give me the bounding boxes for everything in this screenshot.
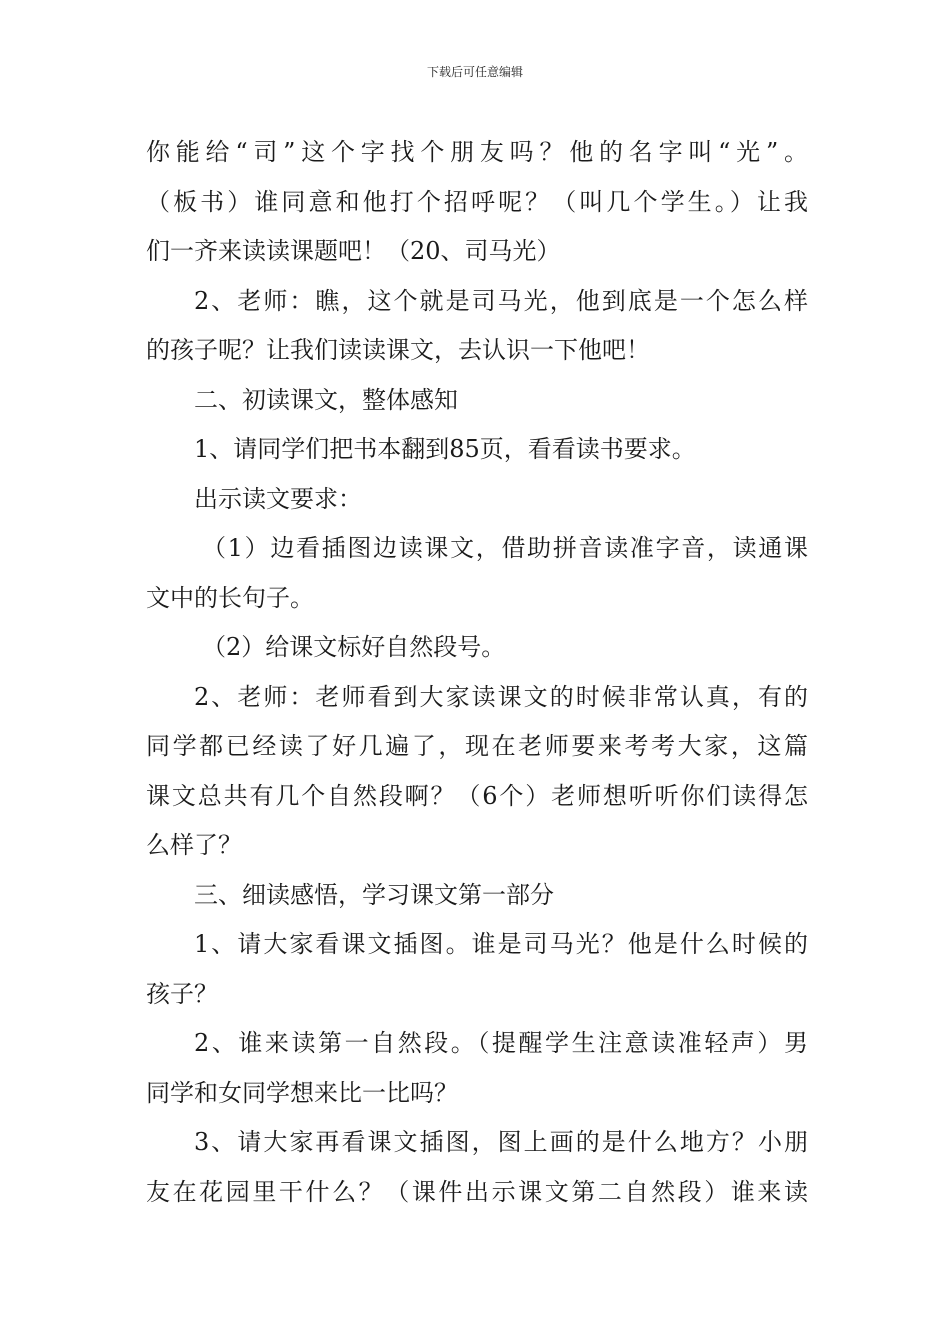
text-line: 1、请大家看课文插图。谁是司马光？他是什么时候的 bbox=[194, 930, 808, 958]
text-line: 同学和女同学想来比一比吗？ bbox=[146, 1078, 458, 1107]
section-heading: 二、初读课文，整体感知 bbox=[194, 385, 458, 414]
page-header: 下载后可任意编辑 bbox=[426, 65, 523, 79]
text-line: 课文总共有几个自然段啊？（6个）老师想听听你们读得怎 bbox=[146, 781, 808, 810]
text-line: 2、老师：瞧，这个就是司马光，他到底是一个怎么样 bbox=[194, 286, 808, 315]
document-body bbox=[146, 128, 808, 1217]
text-line: 2、谁来读第一自然段。（提醒学生注意读准轻声）男 bbox=[194, 1029, 808, 1057]
text-line: 文中的长句子。 bbox=[146, 583, 314, 612]
text-line: 你能给“司”这个字找个朋友吗？他的名字叫“光”。 bbox=[146, 138, 808, 166]
text-line: 的孩子呢？让我们读读课文，去认识一下他吧！ bbox=[146, 336, 650, 364]
text-line: 孩子？ bbox=[146, 979, 218, 1008]
text-line: （1）边看插图边读课文，借助拼音读准字音，读通课 bbox=[202, 534, 808, 562]
text-line: （2）给课文标好自然段号。 bbox=[202, 633, 506, 661]
text-line: 3、请大家再看课文插图，图上画的是什么地方？小朋 bbox=[194, 1128, 808, 1156]
text-line: （板书）谁同意和他打个招呼呢？（叫几个学生。）让我 bbox=[146, 187, 808, 216]
text-line: 么样了？ bbox=[146, 831, 242, 859]
text-line: 2、老师：老师看到大家读课文的时候非常认真，有的 bbox=[194, 682, 808, 711]
section-heading: 三、细读感悟，学习课文第一部分 bbox=[194, 880, 554, 909]
text-line: 1、请同学们把书本翻到85页，看看读书要求。 bbox=[194, 435, 696, 463]
text-line: 出示读文要求： bbox=[194, 484, 362, 513]
text-line: 们一齐来读读课题吧！（20、司马光） bbox=[146, 237, 561, 265]
text-line: 友在花园里干什么？（课件出示课文第二自然段）谁来读 bbox=[146, 1177, 808, 1206]
text-line: 同学都已经读了好几遍了，现在老师要来考考大家，这篇 bbox=[146, 732, 808, 760]
